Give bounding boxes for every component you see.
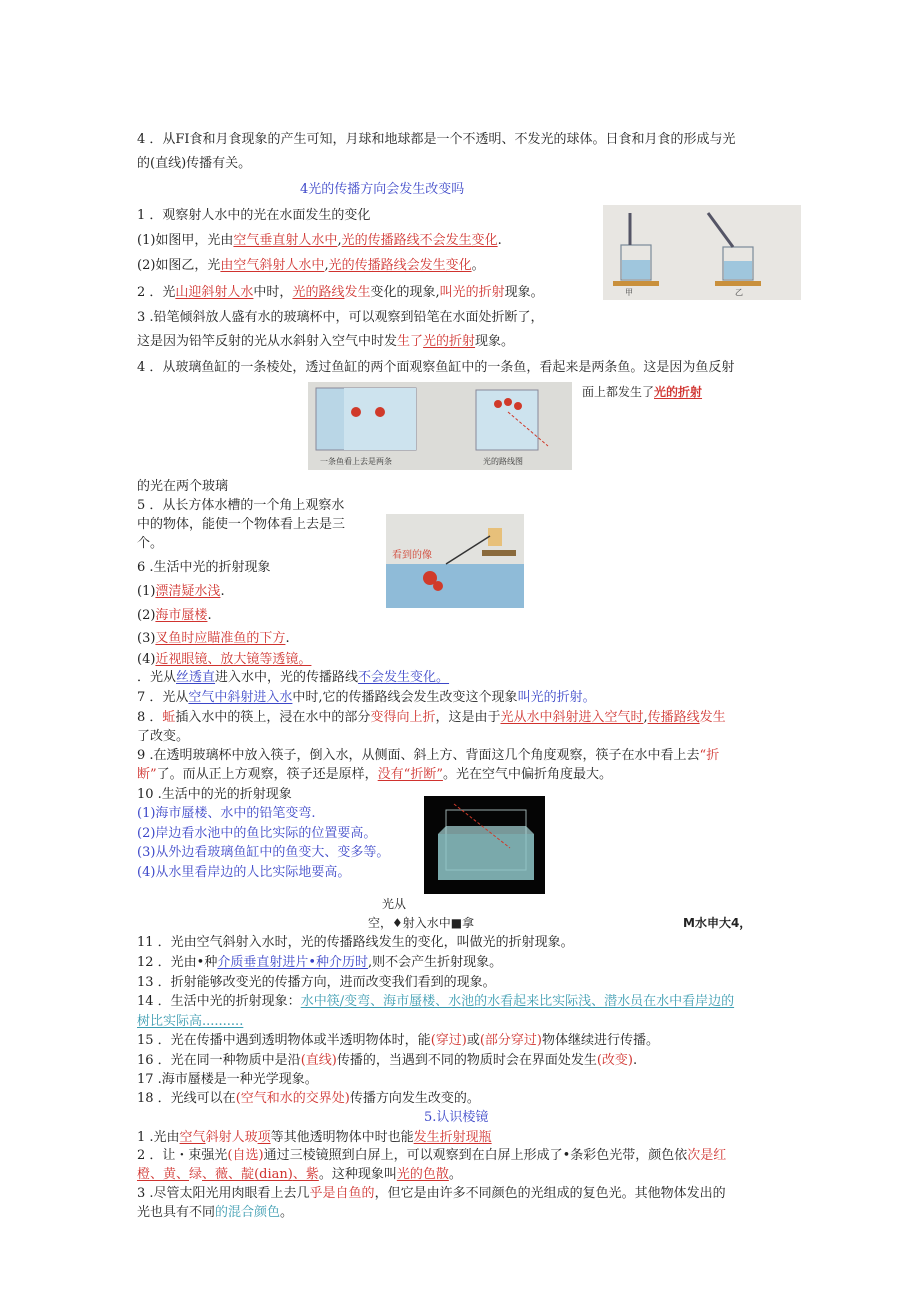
q4-side-text: 面上都发生了光的折射 [582, 385, 703, 399]
p3-line2: 光也具有不同的混合颜色。 [137, 1205, 294, 1220]
q5-line2: 中的物体，能使一个物体看上去是三 [137, 517, 346, 532]
q6-item4: (4)近视眼镜、放大镜等透镜。 [137, 652, 312, 667]
q9-line2: 断”了。而从正上方观察，筷子还是原样，没有“折断”。光在空气中偏折角度最大。 [137, 767, 612, 782]
figure-caption-path: 光的路线图 [483, 457, 523, 466]
p2-line2: 橙、黄、绿、薇、靛(dian)、紫。这种现象叫光的色散。 [137, 1167, 462, 1182]
figure-refraction-cups [603, 205, 801, 300]
q5-line3: 个。 [137, 536, 164, 551]
q12: 12 ．光由•种介质垂直射进片•种介历时,则不会产生折射现象。 [137, 955, 503, 970]
ocr-fragment-1: 光从 [382, 897, 407, 911]
q5-line1: 5 ．从长方体水槽的一个角上观察水 [137, 498, 345, 513]
q6-item3: (3)叉鱼时应瞄准鱼的下方. [137, 631, 290, 646]
q16: 16 ．光在同一种物质中是沿(直线)传播的，当遇到不同的物质时会在界面处发生(改变). [137, 1053, 638, 1068]
q10-title: 10 .生活中的光的折射现象 [137, 787, 292, 802]
ocr-fragment-2: 空，♦射入水中■拿 [368, 916, 475, 930]
figure-water-tank [386, 514, 524, 608]
q2: 2 ．光山迎斜射人水中时，光的路线发生变化的现象,叫光的折射现象。 [137, 285, 544, 300]
figure-fish-tank [308, 382, 572, 470]
figure-glass-tank [424, 796, 545, 894]
q17: 17 .海市蜃楼是一种光学现象。 [137, 1072, 318, 1087]
figure-caption-fish: 一条鱼看上去是两条 [320, 457, 392, 466]
sec3-item4-line2: 的(直线)传播有关。 [137, 156, 252, 171]
q1-text: 1 ．观察射人水中的光在水面发生的变化 [137, 208, 371, 223]
q8-line2: 了改变。 [137, 729, 190, 744]
figure-label-image: 看到的像 [392, 550, 432, 561]
sec3-item4-line1: 4 ．从FI食和月食现象的产生可知，月球和地球都是一个不透明、不发光的球体。日食和月食的形成与光 [137, 132, 736, 147]
q6-item2: (2)海市蜃楼. [137, 608, 212, 623]
p2-line1: 2 ．让・束强光(自选)通过三棱镜照到白屏上，可以观察到在白屏上形成了•条彩色光带，颜色依次是红 [137, 1148, 727, 1163]
q14-line2: 树比实际高.......... [137, 1014, 244, 1029]
q6-item1: (1)漂清疑水浅. [137, 584, 225, 599]
q6-title: 6 .生活中光的折射现象 [137, 560, 271, 575]
q11: 11 ．光由空气斜射入水时，光的传播路线发生的变化，叫做光的折射现象。 [137, 935, 574, 950]
q7: 7 ．光从空气中斜射进入水中时,它的传播路线会发生改变这个现象叫光的折射。 [137, 690, 596, 705]
q7a: ．光从丝透直进入水中，光的传播路线不会发生变化。 [137, 670, 450, 685]
q14-line1: 14 ．生活中光的折射现象：水中筷/变弯、海市蜃楼、水池的水看起来比实际浅、潜水员在水中看岸边的 [137, 994, 735, 1009]
p1: 1 .光由空气斜射人玻项等其他透明物体中时也能发生折射现瓶 [137, 1130, 492, 1145]
figure-label-jia: 甲 [625, 288, 633, 297]
ocr-fragment-3: M水申大4， [683, 916, 752, 930]
q4-line2: 的光在两个玻璃 [137, 479, 229, 494]
p3-line1: 3 .尽管太阳光用肉眼看上去几乎是自鱼的，但它是由许多不同颜色的光组成的复色光。其他物体发出的 [137, 1186, 726, 1201]
q4-line1: 4 ．从玻璃鱼缸的一条棱处，透过鱼缸的两个面观察鱼缸中的一条鱼，看起来是两条鱼。这是因为鱼反射 [137, 360, 735, 375]
q18: 18 ．光线可以在(空气和水的交界处)传播方向发生改变的。 [137, 1091, 480, 1106]
q13: 13 ．折射能够改变光的传播方向，进而改变我们看到的现象。 [137, 975, 496, 990]
q10-item: (2)岸边看水池中的鱼比实际的位置要高。 [137, 826, 377, 841]
figure-label-yi: 乙 [735, 288, 743, 297]
q10-item: (4)从水里看岸边的人比实际地要高。 [137, 865, 351, 880]
q10-item: (1)海市蜃楼、水中的铅笔变弯. [137, 806, 316, 821]
section5-title: 5.认识棱镜 [424, 1110, 489, 1125]
q1-a: (1)如图甲，光由空气垂直射人水中,光的传播路线不会发生变化. [137, 233, 502, 248]
q3-line1: 3 .铅笔倾斜放人盛有水的玻璃杯中，可以观察到铅笔在水面处折断了， [137, 310, 544, 325]
q10-item: (3)从外边看玻璃鱼缸中的鱼变大、变多等。 [137, 845, 390, 860]
q8-line1: 8 ．蚯插入水中的筷上，浸在水中的部分变得向上折，这是由于光从水中斜射进入空气时,传播路线发生 [137, 710, 726, 725]
q1-b: (2)如图乙，光由空气斜射人水中,光的传播路线会发生变化。 [137, 258, 485, 273]
q9-line1: 9 .在透明玻璃杯中放入筷子，倒入水，从侧面、斜上方、背面这几个角度观察，筷子在水中看上去“折 [137, 748, 720, 763]
q15: 15 ．光在传播中遇到透明物体或半透明物体时，能(穿过)或(部分穿过)物体继续进行传播。 [137, 1033, 660, 1048]
section4-title: 4光的传播方向会发生改变吗 [300, 182, 465, 197]
q3-line2: 这是因为铅竿反射的光从水斜射入空气中时发生了光的折射现象。 [137, 334, 515, 349]
